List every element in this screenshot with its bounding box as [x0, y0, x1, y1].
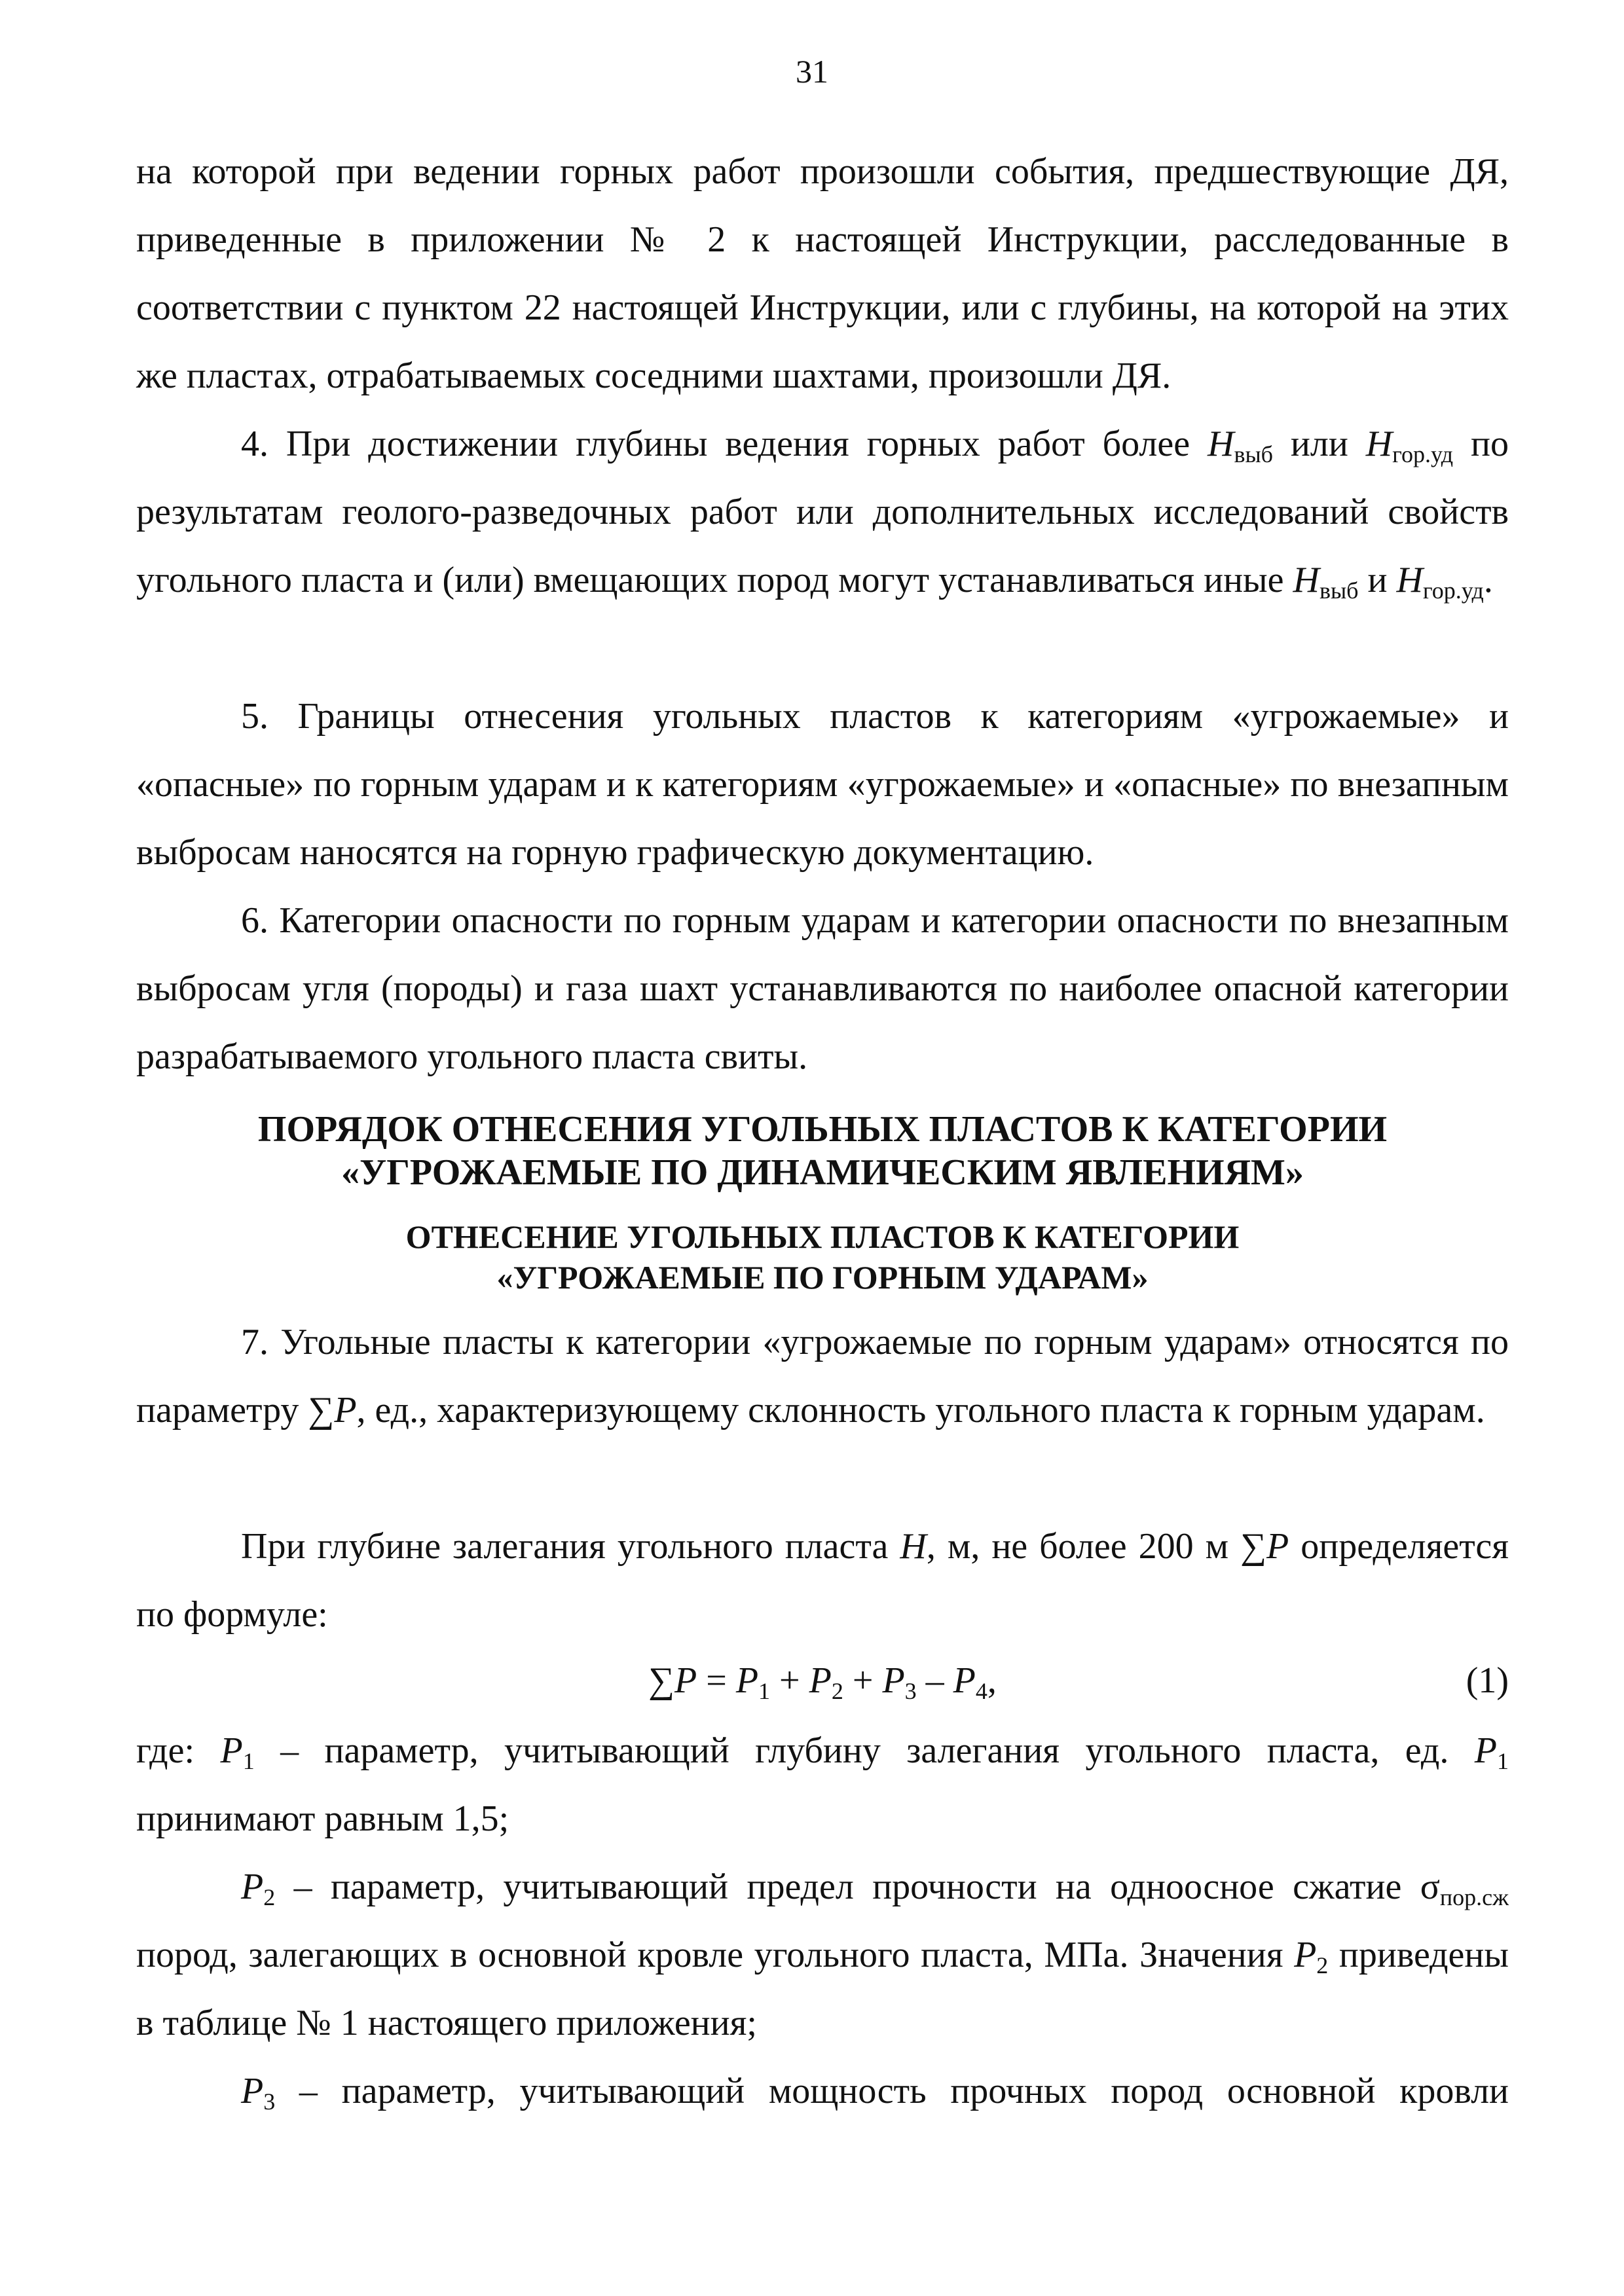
paragraph-p2-definition: $P_2$ – параметр, учитывающий предел прочности на одноосное сжатие $\sigma_{пор.сж}$ пород, залегающих в основной кровле угольного пласта, МПа. Значения $P_2$ приведены в таблице № 1 настоящего приложения;	[136, 1867, 1509, 2043]
subsection-heading-line-1: ОТНЕСЕНИЕ УГОЛЬНЫХ ПЛАСТОВ К КАТЕГОРИИ	[405, 1218, 1240, 1255]
paragraph-item-4: 4. При достижении глубины ведения горных работ более $H_{выб}$ или $H_{гор.уд}$ по результатам геолого-разведочных работ или дополнительных исследований свойств угольного пласта и (или) вмещающих пород могут устанавливаться иные $H_{выб}$ и $H_{гор.уд}$.	[136, 424, 1509, 604]
section-heading-line-1: ПОРЯДОК ОТНЕСЕНИЯ УГОЛЬНЫХ ПЛАСТОВ К КАТЕГОРИИ	[257, 1109, 1388, 1150]
paragraph-p3-definition: $P_3$ – параметр, учитывающий мощность прочных пород основной кровли	[241, 2071, 1509, 2115]
paragraph-continuation: на которой при ведении горных работ произошли события, предшествующие ДЯ, приведенные в приложении № 2 к настоящей Инструкции, расследованные в соответствии с пунктом 22 настоящей Инструкции, или с глубины, на которой на этих же пластах, отрабатываемых соседними шахтами, произошли ДЯ.	[136, 151, 1509, 396]
paragraph-item-5: 5. Границы отнесения угольных пластов к категориям «угрожаемые» и «опасные» по горным ударам и к категориям «угрожаемые» и «опасные» по внезапным выбросам наносятся на горную графическую документацию.	[136, 696, 1509, 873]
paragraph-item-6: 6. Категории опасности по горным ударам и категории опасности по внезапным выбросам угля (породы) и газа шахт устанавливаются по наиболее опасной категории разрабатываемого угольного пласта свиты.	[136, 900, 1509, 1077]
subsection-heading-line-2: «УГРОЖАЕМЫЕ ПО ГОРНЫМ УДАРАМ»	[496, 1259, 1149, 1296]
formula-1	[136, 1647, 1509, 1715]
paragraph-item-7: 7. Угольные пласты к категории «угрожаемые по горным ударам» относятся по параметру ∑P, ед., характеризующему склонность угольного пласта к горным ударам.	[136, 1322, 1509, 1430]
formula-expression: $\sum P = P_1 + P_2 + P_3 - P_4$,	[648, 1660, 997, 1704]
formula-number: (1)	[1466, 1660, 1509, 1701]
paragraph-depth: При глубине залегания угольного пласта H, м, не более 200 м ∑P определяется по формуле:	[136, 1526, 1509, 1635]
paragraph-p1-definition: где: $P_1$ – параметр, учитывающий глубину залегания угольного пласта, ед. $P_1$ принимают равным 1,5;	[136, 1730, 1509, 1839]
section-heading	[136, 1108, 1509, 1194]
page-number: 31	[796, 53, 828, 90]
subsection-heading	[136, 1216, 1509, 1298]
section-heading-line-2: «УГРОЖАЕМЫЕ ПО ДИНАМИЧЕСКИМ ЯВЛЕНИЯМ»	[341, 1152, 1304, 1193]
